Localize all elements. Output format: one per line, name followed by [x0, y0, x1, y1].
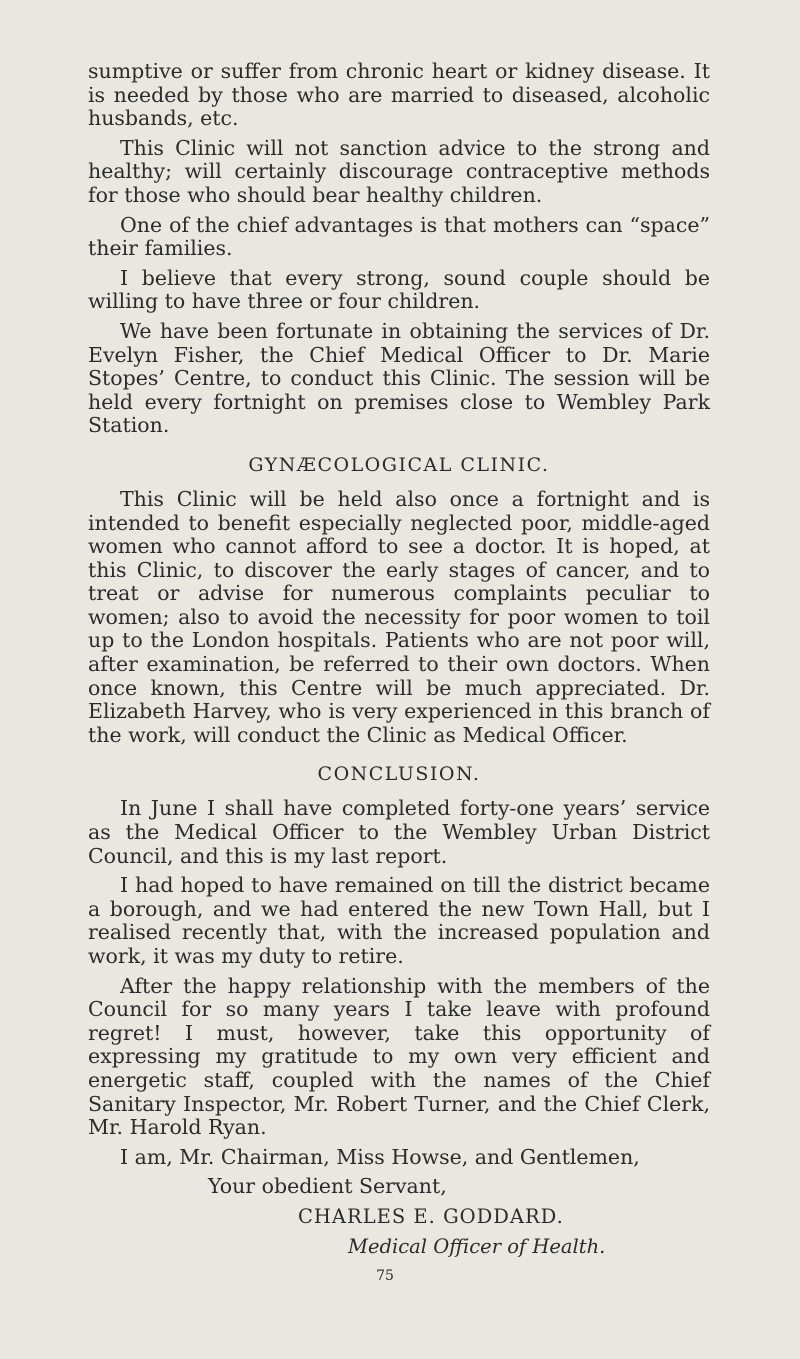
- signature-title: Medical Officer of Health.: [348, 1234, 606, 1258]
- paragraph-conclusion-relationship: After the happy relationship with the members of the Council for so many years I take leave with profound regret! I must, however, take this opportunity of expressing my gratitude to my own very efficient and energetic staff, coupled with the names of the Chief Sanitary Inspector, Mr. Robert Turner, and the Chief Clerk, Mr. Harold Ryan.: [88, 973, 710, 1140]
- paragraph-services: We have been fortunate in obtaining the services of Dr. Evelyn Fisher, the Chief Medical Officer to Dr. Marie Stopes’ Centre, to conduct this Clinic. The session will be held every fortnight on premises close to Wembley Park Station.: [88, 318, 710, 438]
- page-number: 75: [376, 1268, 394, 1285]
- signoff-line: Your obedient Servant,: [208, 1174, 447, 1199]
- paragraph-conclusion-hoped: I had hoped to have remained on till the district became a borough, and we had entered the new Town Hall, but I realised recently that, with the increased population and work, it was my duty to retire.: [88, 873, 710, 968]
- paragraph-conclusion-service: In June I shall have completed forty-one years’ service as the Medical Officer to the Wembley Urban District Council, and this is my last report.: [88, 796, 710, 868]
- section-heading-gynaecological: GYNÆCOLOGICAL CLINIC.: [248, 453, 550, 476]
- paragraph-clinic-sanction: This Clinic will not sanction advice to the strong and healthy; will certainly discourage contraceptive methods for those who should bear healthy children.: [88, 135, 710, 207]
- paragraph-continuation: sumptive or suffer from chronic heart or kidney disease. It is needed by those who are married to diseased, alcoholic husbands, etc.: [88, 59, 710, 131]
- paragraph-chief-advantages: One of the chief advantages is that mothers can “space” their families.: [88, 212, 710, 261]
- section-heading-conclusion: CONCLUSION.: [317, 763, 481, 786]
- closing-salutation: I am, Mr. Chairman, Miss Howse, and Gentlemen,: [120, 1144, 640, 1169]
- paragraph-gynaecological-clinic: This Clinic will be held also once a fortnight and is intended to benefit especially neglected poor, middle-aged women who cannot afford to see a doctor. It is hoped, at this Clinic, to discover the early stages of cancer, and to treat or advise for numerous complaints peculiar to women; also to avoid the necessity for poor women to toil up to the London hospitals. Patients who are not poor will, after examination, be referred to their own doctors. When once known, this Centre will be much appreciated. Dr. Elizabeth Harvey, who is very experienced in this branch of the work, will conduct the Clinic as Medical Officer.: [88, 486, 710, 747]
- paragraph-belief: I believe that every strong, sound couple should be willing to have three or four children.: [88, 265, 710, 314]
- signature-name: CHARLES E. GODDARD.: [298, 1204, 564, 1228]
